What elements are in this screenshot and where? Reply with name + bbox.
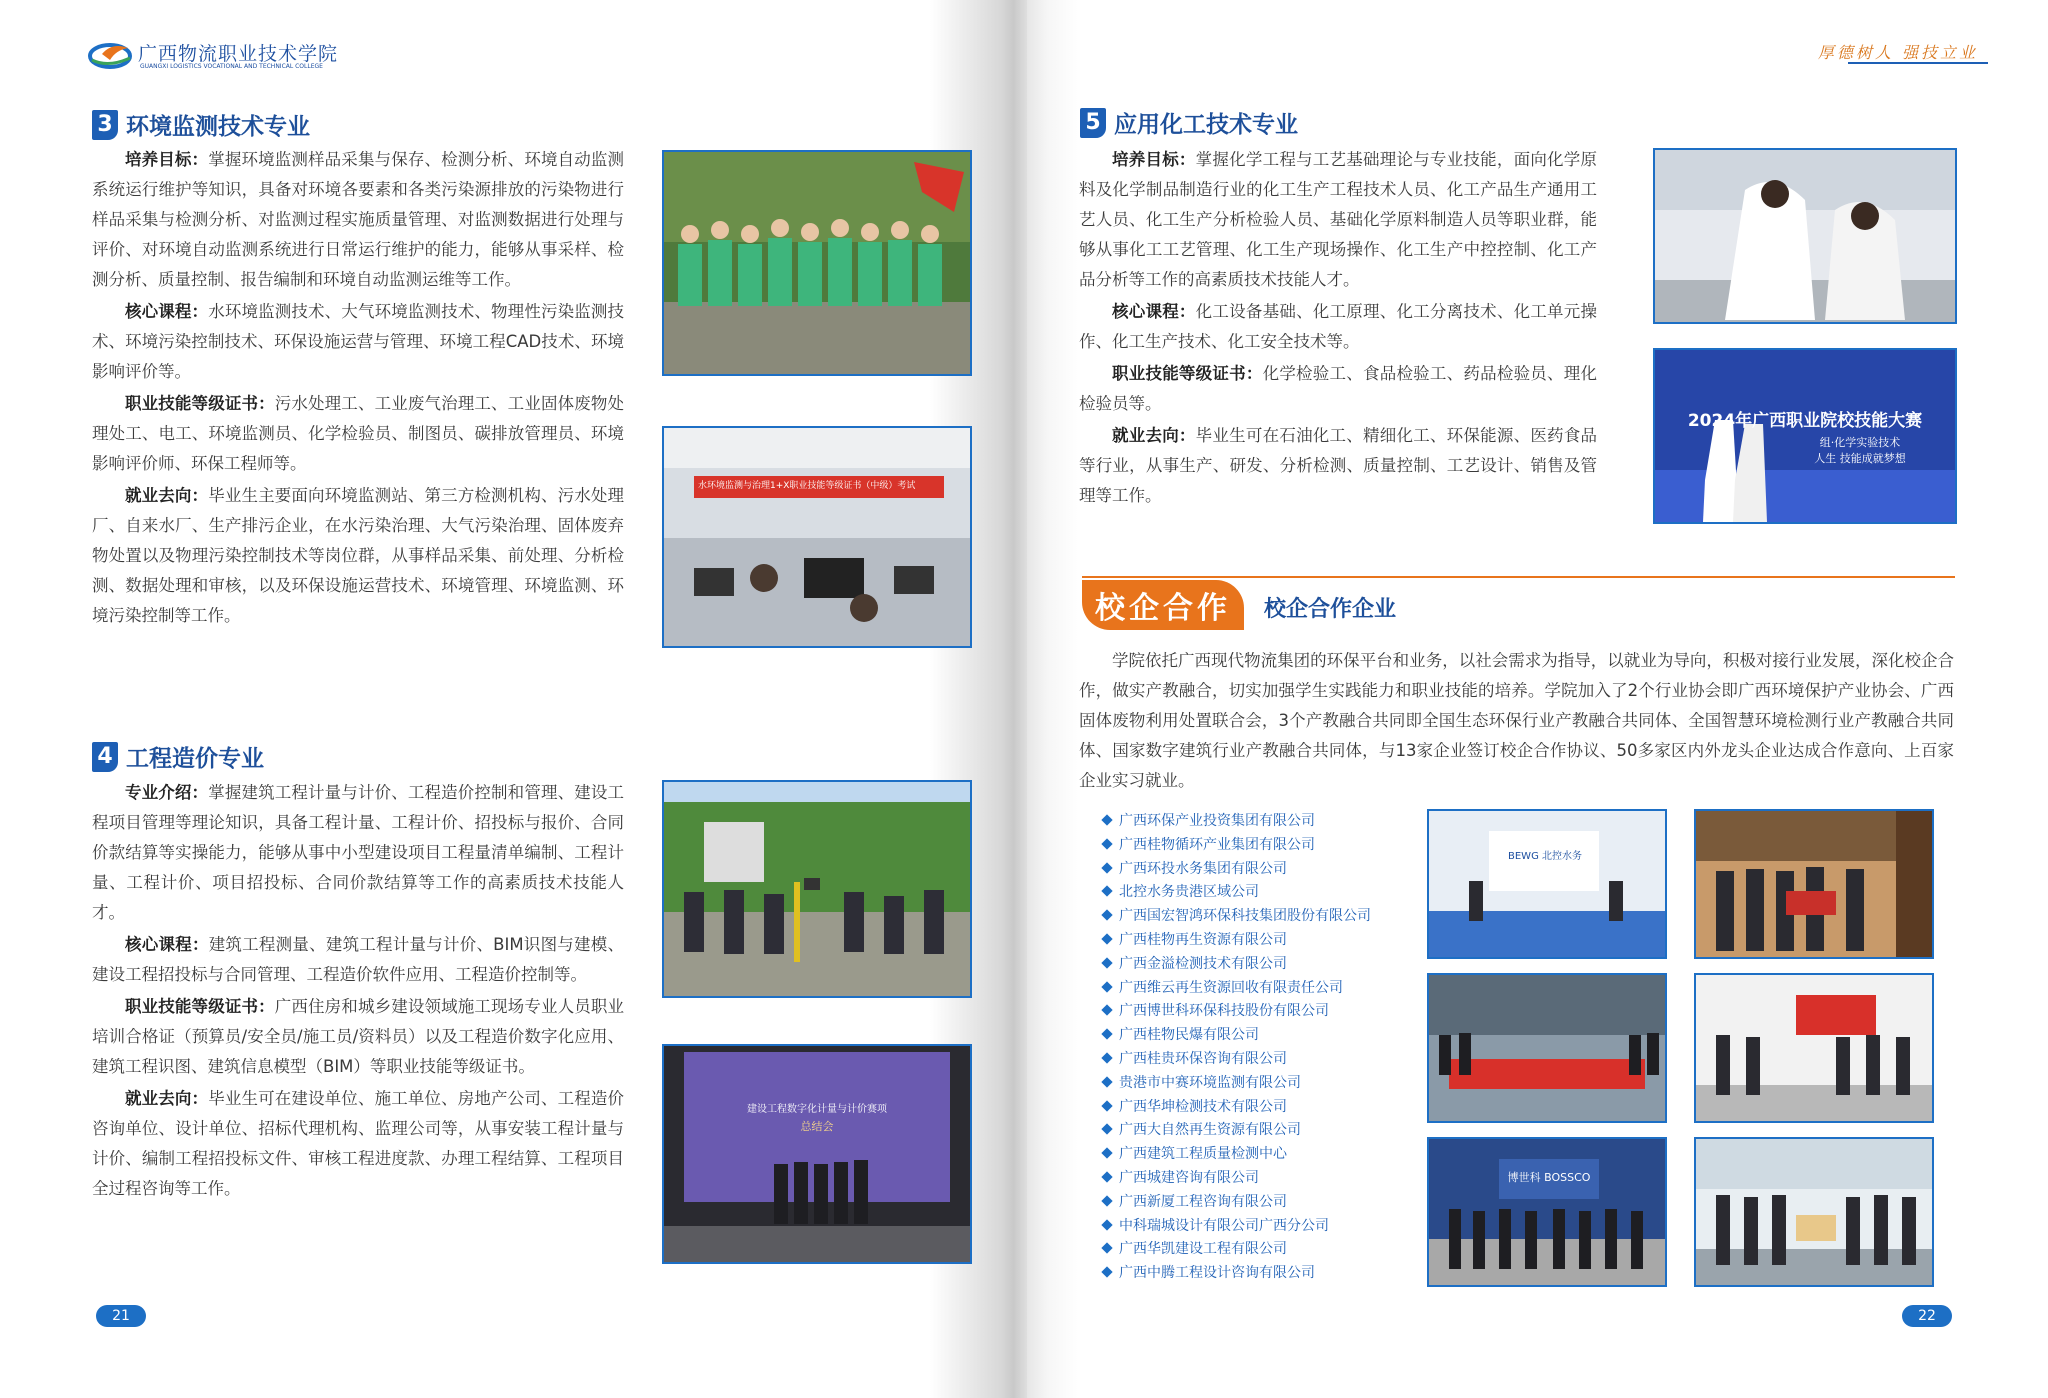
contest-sub-text-2: 人生 技能成就梦想 — [1814, 452, 1906, 465]
screen-title: 建设工程数字化计量与计价赛项 — [747, 1104, 887, 1115]
section-title: 环境监测技术专业 — [126, 114, 310, 140]
section-3-heading — [92, 108, 310, 141]
diamond-bullet-icon — [1101, 1147, 1112, 1158]
list-item: 广西维云再生资源回收有限责任公司 — [1103, 977, 1371, 1001]
diamond-bullet-icon — [1101, 1195, 1112, 1206]
contest-summary-photo — [662, 1044, 972, 1264]
diamond-bullet-icon — [1101, 981, 1112, 992]
diamond-bullet-icon — [1101, 1171, 1112, 1182]
para-label: 核心课程： — [1112, 302, 1196, 321]
list-item: 广西华坤检测技术有限公司 — [1103, 1096, 1371, 1120]
diamond-bullet-icon — [1101, 1052, 1112, 1063]
school-name: 广西物流职业技术学院 — [138, 43, 339, 65]
diamond-bullet-icon — [1101, 1124, 1112, 1135]
section-5-heading — [1080, 106, 1298, 139]
list-item: 广西桂物再生资源有限公司 — [1103, 929, 1371, 953]
exam-room-photo — [662, 426, 972, 648]
diamond-bullet-icon — [1101, 1100, 1112, 1111]
coop-subtitle: 校企合作企业 — [1264, 597, 1397, 622]
bossco-sign: 博世科 BOSSCO — [1507, 1171, 1591, 1184]
logo-emblem-icon — [88, 40, 134, 70]
contest-banner-text: 2024年广西职业院校技能大赛 — [1687, 411, 1923, 431]
coop-divider — [1082, 576, 1955, 578]
diamond-bullet-icon — [1101, 886, 1112, 897]
diamond-bullet-icon — [1101, 1266, 1112, 1277]
coop-photo-signing — [1694, 1137, 1934, 1287]
para-label: 职业技能等级证书： — [125, 997, 275, 1016]
book-gutter — [1000, 0, 1027, 1398]
coop-tag: 校企合作 — [1082, 580, 1244, 630]
list-item: 广西环保产业投资集团有限公司 — [1103, 810, 1371, 834]
list-item: 广西城建咨询有限公司 — [1103, 1167, 1371, 1191]
skills-contest-photo — [1653, 348, 1957, 524]
section-number-badge: 4 — [92, 742, 118, 772]
chemistry-lab-photo — [1653, 148, 1957, 324]
school-motto: 厚德树人 强技立业 — [1817, 43, 1978, 62]
coop-photo-banner-group — [1427, 973, 1667, 1123]
list-item: 广西新厦工程咨询有限公司 — [1103, 1191, 1371, 1215]
section-4-heading — [92, 740, 264, 773]
page-number-21: 21 — [96, 1305, 146, 1327]
para-label: 核心课程： — [125, 935, 209, 954]
list-item: 广西大自然再生资源有限公司 — [1103, 1119, 1371, 1143]
list-item: 广西建筑工程质量检测中心 — [1103, 1143, 1371, 1167]
para-label: 核心课程： — [125, 302, 209, 321]
diamond-bullet-icon — [1101, 1005, 1112, 1016]
para-text: 掌握建筑工程计量与计价、工程造价控制和管理、建设工程项目管理等理论知识，具备工程计量、工程计价、招投标与报价、合同价款结算等实操能力，能够从事中小型建设项目工程量清单编制、工程计量、工程计价、项目招投标、合同价款结算等工作的高素质技术技能人才。 — [92, 783, 625, 922]
students-group-photo — [662, 150, 972, 376]
school-logo — [88, 38, 339, 72]
diamond-bullet-icon — [1101, 1076, 1112, 1087]
surveying-practice-photo — [662, 780, 972, 998]
list-item: 广西国宏智鸿环保科技集团股份有限公司 — [1103, 905, 1371, 929]
page-number-22: 22 — [1902, 1305, 1952, 1327]
para-label: 职业技能等级证书： — [1112, 364, 1263, 383]
section-title: 应用化工技术专业 — [1114, 112, 1298, 138]
bewg-sign: BEWG 北控水务 — [1508, 851, 1582, 862]
para-text: 掌握环境监测样品采集与保存、检测分析、环境自动监测系统运行维护等知识，具备对环境各要素和各类污染源排放的污染物进行样品采集与检测分析、对监测过程实施质量管理、对监测数据进行处理与评价、对环境自动监测系统进行日常运行维护的能力，能够从事采样、检测分析、质量控制、报告编制和环境自动监测运维等工作。 — [92, 150, 625, 289]
diamond-bullet-icon — [1101, 814, 1112, 825]
coop-intro — [1079, 646, 1954, 798]
diamond-bullet-icon — [1101, 1219, 1112, 1230]
coop-intro-text: 学院依托广西现代物流集团的环保平台和业务，以社会需求为指导，以就业为导向，积极对接行业发展，深化校企合作，做实产教融合，切实加强学生实践能力和职业技能的培养。学院加入了2个行业协会即广西环境保护产业协会、广西固体废物利用处置联合会，3个产教融合共同即全国生态环保行业产教融合共同体、全国智慧环境检测行业产教融合共同体、国家数字建筑行业产教融合共同体，与13家企业签订校企合作协议、50多家区内外龙头企业达成合作意向、上百家企业实习就业。 — [1079, 651, 1954, 790]
para-text: 毕业生可在石油化工、精细化工、环保能源、医药食品等行业，从事生产、研发、分析检测、质量控制、工艺设计、销售及管理等工作。 — [1079, 426, 1598, 505]
list-item: 广西华凯建设工程有限公司 — [1103, 1238, 1371, 1262]
list-item: 广西桂物循环产业集团有限公司 — [1103, 834, 1371, 858]
diamond-bullet-icon — [1101, 957, 1112, 968]
para-label: 培养目标： — [1112, 150, 1196, 169]
coop-photo-bossco — [1427, 1137, 1667, 1287]
para-text: 毕业生可在建设单位、施工单位、房地产公司、工程造价咨询单位、设计单位、招标代理机构、监理公司等，从事安装工程计量与计价、编制工程招投标文件、审核工程进度款、办理工程结算、工程项目全过程咨询等工作。 — [92, 1089, 625, 1198]
para-text: 广西住房和城乡建设领域施工现场专业人员职业培训合格证（预算员/安全员/施工员/资料员）以及工程造价数字化应用、建筑工程识图、建筑信息模型（BIM）等职业技能等级证书。 — [92, 997, 625, 1076]
diamond-bullet-icon — [1101, 1243, 1112, 1254]
motto-underline — [1848, 62, 1988, 64]
para-label: 就业去向： — [125, 1089, 209, 1108]
list-item: 广西金溢检测技术有限公司 — [1103, 953, 1371, 977]
para-text: 毕业生主要面向环境监测站、第三方检测机构、污水处理厂、自来水厂、生产排污企业，在水污染治理、大气污染治理、固体废弃物处置以及物理污染控制技术等岗位群，从事样品采集、前处理、分析检测、数据处理和审核，以及环保设施运营技术、环境管理、环境监测、环境污染控制等工作。 — [92, 486, 625, 625]
list-item: 北控水务贵港区域公司 — [1103, 881, 1371, 905]
para-text: 水环境监测技术、大气环境监测技术、物理性污染监测技术、环境污染控制技术、环保设施运营与管理、环境工程CAD技术、环境影响评价等。 — [92, 302, 625, 381]
section-3-body — [92, 145, 624, 633]
diamond-bullet-icon — [1101, 862, 1112, 873]
section-number-badge: 5 — [1080, 108, 1106, 138]
list-item: 广西环投水务集团有限公司 — [1103, 858, 1371, 882]
para-text: 化学检验工、食品检验工、药品检验员、理化检验员等。 — [1079, 364, 1598, 413]
para-text: 掌握化学工程与工艺基础理论与专业技能，面向化学原料及化学制品制造行业的化工生产工程技术人员、化工产品生产通用工艺人员、化工生产分析检验人员、基础化学原料制造人员等职业群，能够从事化工工艺管理、化工生产现场操作、化工生产中控控制、化工产品分析等工作的高素质技术技能人才。 — [1079, 150, 1598, 289]
list-item: 广西博世科环保科技股份有限公司 — [1103, 1000, 1371, 1024]
diamond-bullet-icon — [1101, 933, 1112, 944]
para-label: 就业去向： — [1112, 426, 1196, 445]
screen-subtitle: 总结会 — [800, 1120, 834, 1133]
para-label: 专业介绍： — [125, 783, 209, 802]
para-label: 培养目标： — [125, 150, 209, 169]
para-text: 化工设备基础、化工原理、化工分离技术、化工单元操作、化工生产技术、化工安全技术等。 — [1079, 302, 1598, 351]
coop-photo-meeting — [1694, 973, 1934, 1123]
list-item: 贵港市中赛环境监测有限公司 — [1103, 1072, 1371, 1096]
school-name-en: GUANGXI LOGISTICS VOCATIONAL AND TECHNICAL COLLEGE — [140, 63, 323, 70]
list-item: 广西中腾工程设计咨询有限公司 — [1103, 1262, 1371, 1286]
section-number-badge: 3 — [92, 110, 118, 140]
diamond-bullet-icon — [1101, 1029, 1112, 1040]
list-item: 中科瑞城设计有限公司广西分公司 — [1103, 1215, 1371, 1239]
coop-photo-bewg — [1427, 809, 1667, 959]
left-page — [0, 0, 1000, 1398]
company-list — [1103, 810, 1371, 1286]
coop-photo-plaque — [1694, 809, 1934, 959]
section-title: 工程造价专业 — [126, 746, 264, 772]
section-4-body — [92, 778, 624, 1206]
list-item: 广西桂物民爆有限公司 — [1103, 1024, 1371, 1048]
list-item: 广西桂贵环保咨询有限公司 — [1103, 1048, 1371, 1072]
diamond-bullet-icon — [1101, 910, 1112, 921]
para-text: 污水处理工、工业废气治理工、工业固体废物处理处工、电工、环境监测员、化学检验员、制图员、碳排放管理员、环境影响评价师、环保工程师等。 — [92, 394, 625, 473]
para-label: 就业去向： — [125, 486, 209, 505]
contest-sub-text: 组·化学实验技术 — [1819, 436, 1901, 449]
para-label: 职业技能等级证书： — [125, 394, 275, 413]
exam-banner-text: 水环境监测与治理1+X职业技能等级证书（中级）考试 — [698, 481, 916, 491]
section-5-body — [1079, 145, 1597, 513]
para-text: 建筑工程测量、建筑工程计量与计价、BIM识图与建模、建设工程招投标与合同管理、工程造价软件应用、工程造价控制等。 — [92, 935, 625, 984]
diamond-bullet-icon — [1101, 838, 1112, 849]
